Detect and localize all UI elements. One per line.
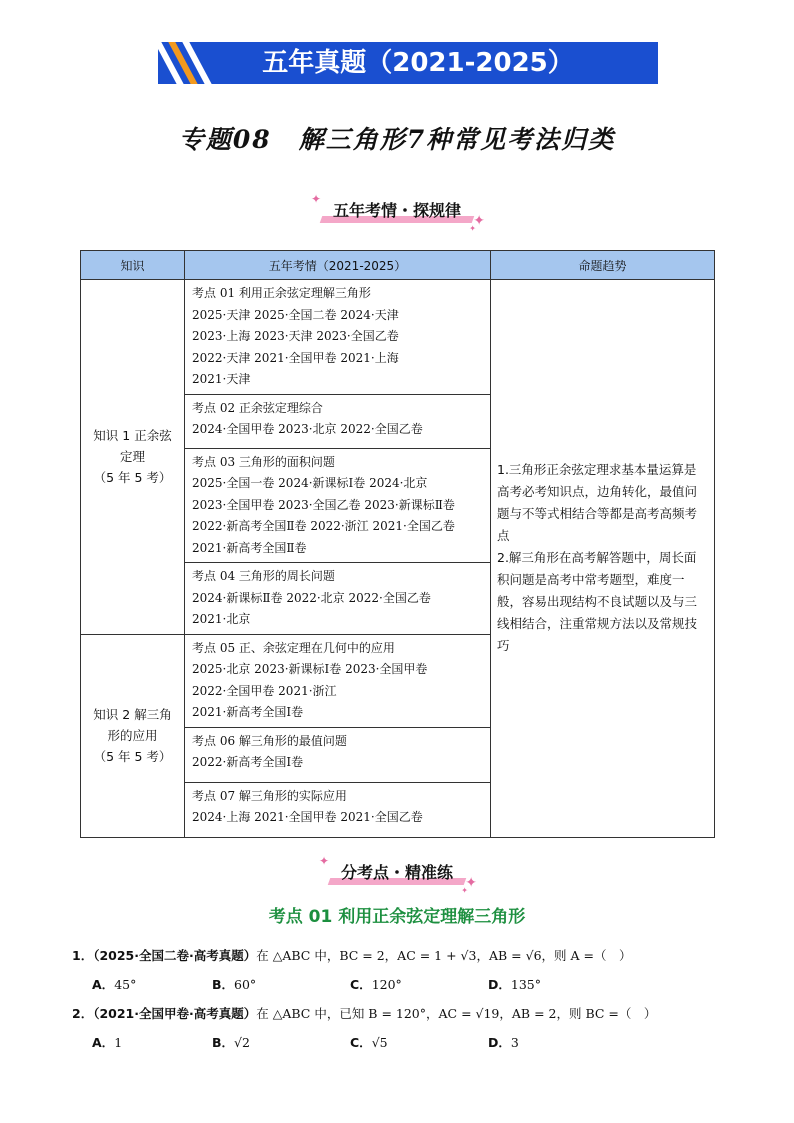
sparkle-icon: ✦ [469,224,476,233]
exam-point-cell [185,563,491,635]
exam-point-cell [185,448,491,563]
section-heading-trends [0,192,794,233]
option-label: B． [212,977,235,992]
point-source-line: 2024·全国甲卷 2023·北京 2022·全国乙卷 [192,422,423,436]
question-source: （2021·全国甲卷·高考真题） [93,1006,257,1021]
option-c[interactable] [350,1033,388,1051]
knowledge-cell [81,280,185,635]
option-label: D． [488,1035,511,1050]
point-source-line: 2023·上海 2023·天津 2023·全国乙卷 [192,329,399,343]
point-source-line: 2021·天津 [192,372,251,386]
point-source-line: 2021·新高考全国Ⅰ卷 [192,705,304,719]
option-b[interactable] [212,975,256,993]
option-text: 135° [510,977,541,992]
point-source-line: 2025·天津 2025·全国二卷 2024·天津 [192,307,399,322]
page-title: 专题08 解三角形7种常见考法归类 [178,125,616,154]
sparkle-icon: ✦ [473,213,485,229]
point-source-line: 2023·全国甲卷 2023·全国乙卷 2023·新课标Ⅱ卷 [192,497,455,512]
trend-cell [491,280,715,838]
option-text: 3 [510,1035,519,1050]
sparkle-icon: ✦ [465,875,477,891]
sparkle-icon: ✦ [461,886,468,895]
option-text: 60° [234,977,257,992]
knowledge-line: 定理 [119,449,145,465]
point-source-line: 2022·新高考全国Ⅰ卷 [192,755,304,769]
exam-trend-table [80,250,715,838]
option-label: C． [350,977,372,992]
question-number: 1． [72,948,94,963]
point-title: 考点 02 正余弦定理综合 [192,400,323,415]
point-source-line: 2024·新课标Ⅱ卷 2022·北京 2022·全国乙卷 [192,590,431,605]
sparkle-icon: ✦ [318,854,330,868]
option-a[interactable] [92,1033,122,1051]
knowledge-line: 知识 1 正余弦 [93,428,172,444]
question-1 [72,946,631,964]
option-text: 1 [114,1035,123,1050]
sparkle-icon: ✦ [310,192,322,206]
option-a[interactable] [92,975,136,993]
point-title: 考点 06 解三角形的最值问题 [192,733,347,748]
option-label: A． [92,1035,115,1050]
option-c[interactable] [350,975,402,993]
point-title: 考点 04 三角形的周长问题 [192,569,335,583]
section-heading-text: 分考点・精准练 [340,863,453,882]
banner-title: 五年真题（2021-2025） [262,48,574,78]
point-title: 考点 05 正、余弦定理在几何中的应用 [192,640,395,655]
point-source-line: 2022·新高考全国Ⅱ卷 2022·浙江 2021·全国乙卷 [192,519,455,533]
exam-point-title: 考点 01 利用正余弦定理解三角形 [268,907,526,927]
table-row [81,280,715,395]
point-title: 考点 03 三角形的面积问题 [192,454,335,469]
point-source-line: 2022·全国甲卷 2021·浙江 [192,683,337,698]
knowledge-line: 知识 2 解三角 [93,707,172,722]
exam-point-cell [185,634,491,727]
point-source-line: 2024·上海 2021·全国甲卷 2021·全国乙卷 [192,810,423,824]
table-header-cell: 命题趋势 [491,251,715,280]
exam-point-cell [185,280,491,395]
table-header-cell: 五年考情（2021-2025） [185,251,491,280]
knowledge-line: （5 年 5 考） [93,470,172,486]
point-source-line: 2025·全国一卷 2024·新课标Ⅰ卷 2024·北京 [192,476,428,490]
point-source-line: 2022·天津 2021·全国甲卷 2021·上海 [192,350,399,365]
exam-point-cell [185,727,491,782]
option-label: A． [92,977,115,992]
point-source-line: 2021·北京 [192,612,251,626]
section-heading-practice [0,854,794,895]
trend-text [497,459,708,657]
option-text: √5 [371,1035,388,1050]
option-d[interactable] [488,975,541,993]
table-header-row [81,251,715,280]
question-number: 2． [72,1006,94,1021]
option-label: C． [350,1035,372,1050]
section-heading-text: 五年考情・探规律 [332,201,461,220]
question-stem: 在 △ABC 中，已知 B = 120°，AC = √19，AB = 2，则 BC =（ ） [256,1006,657,1021]
option-text: √2 [234,1035,250,1050]
exam-point-cell [185,394,491,448]
point-source-line: 2025·北京 2023·新课标Ⅰ卷 2023·全国甲卷 [192,662,428,676]
option-label: B． [212,1035,235,1050]
option-d[interactable] [488,1033,519,1051]
option-text: 45° [114,977,137,992]
table-header-cell: 知识 [81,251,185,280]
knowledge-cell [81,634,185,837]
exam-point-cell [185,782,491,837]
question-2 [72,1004,656,1022]
knowledge-line: 形的应用 [107,728,158,743]
trend-paragraph: 1.三角形正余弦定理求基本量运算是高考必考知识点，边角转化，最值问题与不等式相结合等都是高考高频考点 [497,462,698,544]
point-title: 考点 01 利用正余弦定理解三角形 [192,286,371,300]
question-source: （2025·全国二卷·高考真题） [93,948,257,963]
header-banner [158,42,658,84]
question-stem: 在 △ABC 中，BC = 2，AC = 1 + √3，AB = √6，则 A =（ ） [256,948,632,963]
knowledge-line: （5 年 5 考） [93,749,172,764]
trend-paragraph: 2.解三角形在高考解答题中，周长面积问题是高考中常考题型，难度一般，容易出现结构不良试题以及与三线相结合，注重常规方法以及常规技巧 [497,550,698,654]
option-label: D． [488,977,511,992]
point-title: 考点 07 解三角形的实际应用 [192,788,347,803]
option-text: 120° [371,977,402,992]
point-source-line: 2021·新高考全国Ⅱ卷 [192,540,307,555]
option-b[interactable] [212,1033,250,1051]
